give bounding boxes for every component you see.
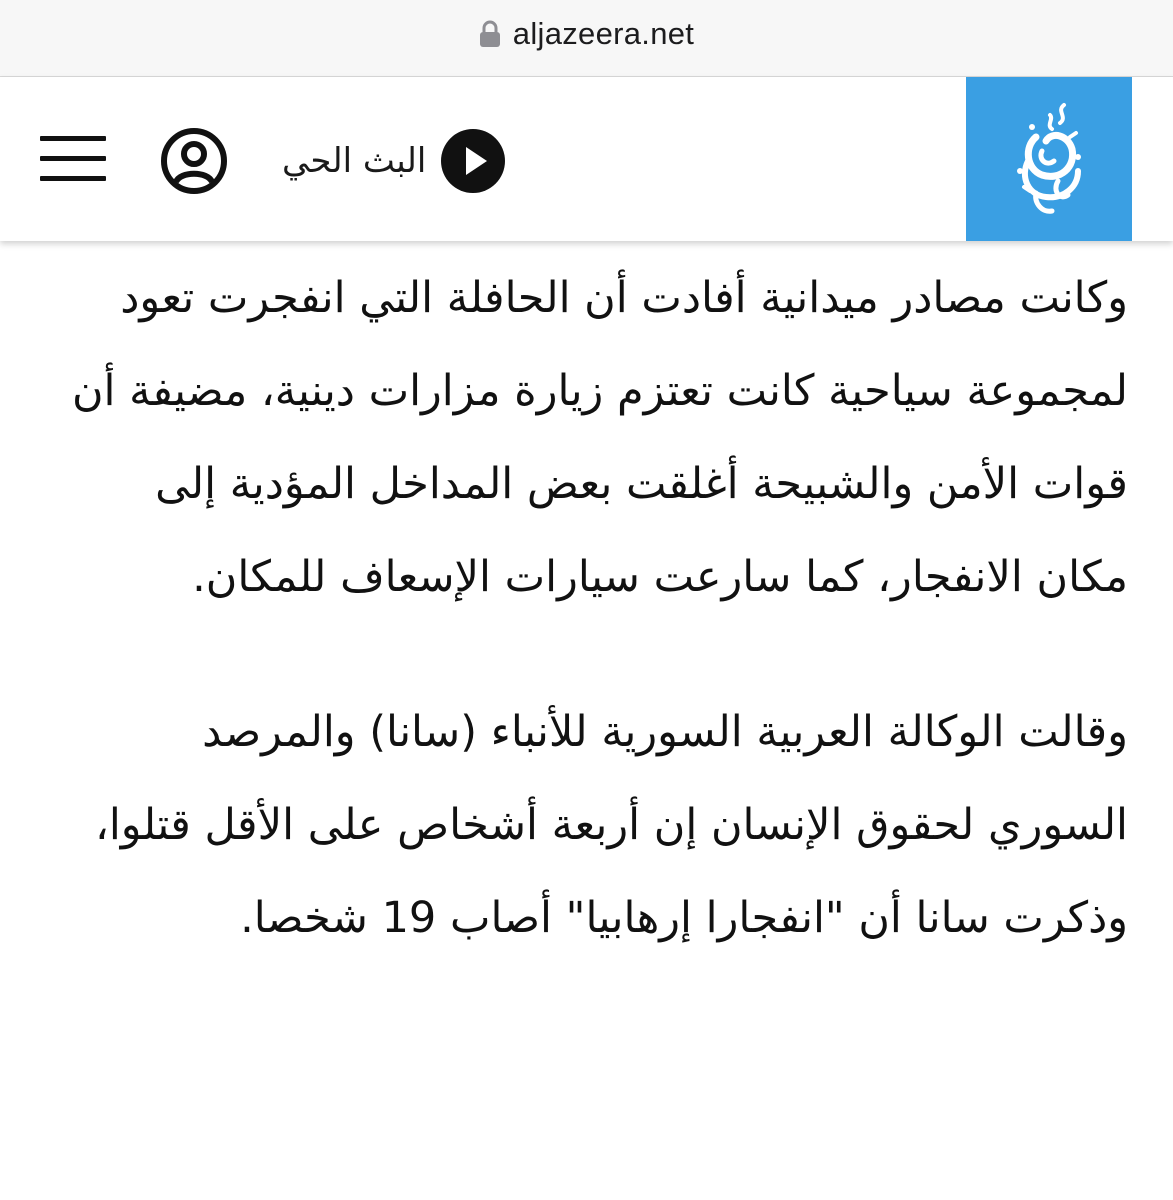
browser-address-bar[interactable] <box>0 0 1173 77</box>
aljazeera-logo-icon <box>1006 97 1092 221</box>
lock-icon <box>479 20 501 48</box>
article-paragraph: وقالت الوكالة العربية السورية للأنباء (سانا) والمرصد السوري لحقوق الإنسان إن أربعة أشخاص على الأقل قتلوا، وذكرت سانا أن "انفجارا إرهابيا" أصاب 19 شخصا. <box>94 707 1128 943</box>
hamburger-menu-icon[interactable] <box>40 134 108 184</box>
live-stream-button[interactable] <box>282 127 506 195</box>
user-icon[interactable] <box>160 127 228 195</box>
article-body <box>60 252 1128 965</box>
aljazeera-logo[interactable] <box>966 77 1132 241</box>
site-header <box>0 77 1173 241</box>
play-icon <box>440 128 506 194</box>
url-text: aljazeera.net <box>512 16 695 51</box>
url-display[interactable] <box>479 16 694 52</box>
article-paragraph: وكانت مصادر ميدانية أفادت أن الحافلة التي انفجرت تعود لمجموعة سياحية كانت تعتزم زيارة مزارات دينية، مضيفة أن قوات الأمن والشبيحة أغلقت بعض المداخل المؤدية إلى مكان الانفجار، كما سارعت سيارات الإسعاف للمكان. <box>71 273 1128 602</box>
live-stream-label: البث الحي <box>282 141 427 181</box>
